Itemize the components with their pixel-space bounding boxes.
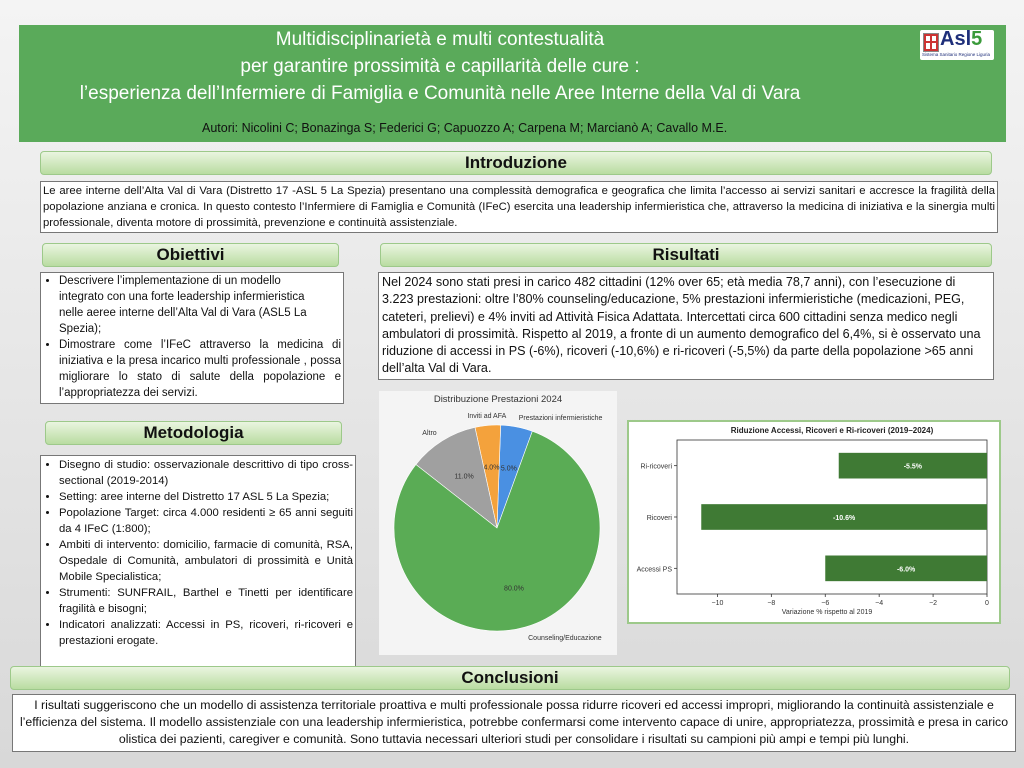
logo-text: Asl5	[940, 28, 983, 50]
obiettivi-item: • Dimostrare come l’IFeC attraverso la medicina di iniziativa e la presa incarico multi professionale , possa migliorare lo stato di salute della popolazione e l’appropriatezza dei servizi.	[59, 337, 341, 401]
risultati-text: Nel 2024 sono stati presi in carico 482 cittadini (12% over 65; età media 78,7 anni), con l’esecuzione di 3.223 prestazioni: oltre l’80% counseling/educazione, 5% prestazioni infermieristiche (medicazioni, PEG, cateteri, prelievi) e 4% inviti ad Attività Fisica Adattata. Intercettati circa 600 cittadini senza medico negli ambulatori di prossimità. Rispetto al 2019, a fronte di un aumento demografico del 6,4%, si è osservato una riduzione di accessi in PS (-6%), ricoveri (-10,6%) e ri-ricoveri (-5,5%) da parte della popolazione >65 anni dell’alta Val di Vara.	[378, 272, 994, 380]
pie-chart	[379, 391, 617, 655]
metodologia-box	[40, 455, 356, 669]
header-banner	[19, 25, 1006, 142]
pie-chart-panel	[379, 391, 617, 655]
asl5-logo	[920, 30, 994, 60]
y-tick-label: Ri-ricoveri	[640, 463, 672, 471]
conclusioni-heading: Conclusioni	[10, 666, 1010, 690]
title-line-2: per garantire prossimità e capillarità delle cure :	[240, 56, 640, 77]
title-line-3: l’esperienza dell’Infermiere di Famiglia e Comunità nelle Aree Interne della Val di Vara	[79, 83, 801, 104]
pie-value-label: 11.0%	[454, 473, 474, 481]
pie-value-label: 80.0%	[504, 585, 524, 593]
bar-chart	[629, 422, 995, 618]
x-tick-label: 0	[985, 600, 989, 607]
pie-category-label: Altro	[422, 430, 437, 438]
bar-value-label: -5.5%	[903, 463, 923, 471]
y-tick-label: Ricoveri	[646, 515, 672, 522]
metodologia-heading: Metodologia	[45, 421, 342, 445]
introduzione-heading: Introduzione	[40, 151, 992, 175]
bar-title: Riduzione Accessi, Ricoveri e Ri-ricoveri (2019–2024)	[730, 426, 934, 435]
x-axis-label: Variazione % rispetto al 2019	[781, 609, 873, 616]
bar-value-label: -10.6%	[833, 515, 856, 522]
x-tick-label: −8	[767, 600, 776, 607]
pie-category-label: Counseling/Educazione	[528, 634, 602, 642]
pie-category-label: Prestazioni infermieristiche	[518, 414, 603, 422]
metodologia-item: • Strumenti: SUNFRAIL, Barthel e Tinetti per identificare fragilità e bisogni;	[59, 585, 353, 617]
metodologia-item: • Popolazione Target: circa 4.000 residenti ≥ 65 anni seguiti da 4 IFeC (1:800);	[59, 505, 353, 537]
y-tick-label: Accessi PS	[636, 566, 672, 574]
obiettivi-heading: Obiettivi	[42, 243, 339, 267]
metodologia-item: • Disegno di studio: osservazionale descrittivo di tipo cross-sectional (2019-2014)	[59, 457, 353, 489]
liguria-shield-icon	[923, 33, 939, 52]
x-tick-label: −4	[875, 600, 884, 607]
risultati-heading: Risultati	[380, 243, 992, 267]
introduzione-text: Le aree interne dell’Alta Val di Vara (Distretto 17 -ASL 5 La Spezia) presentano una complessità demografica e geografica che limita l’accesso ai servizi sanitari e accresce la fragilità della popolazione anziana e cronica. In questo contesto l’Infermiere di Famiglia e Comunità (IFeC) esercita una leadership infermieristica che, attraverso la medicina di iniziativa e la sinergia multi professionale, diventa motore di prossimità, prevenzione e continuità assistenziale.	[40, 181, 998, 233]
pie-value-label: 5.0%	[500, 465, 517, 473]
title-line-1: Multidisciplinarietà e multi contestualità	[275, 29, 605, 50]
logo-subtitle: Sistema Sanitario Regione Liguria	[922, 52, 991, 57]
conclusioni-text: I risultati suggeriscono che un modello di assistenza territoriale proattiva e multi professionale possa ridurre ricoveri ed accessi impropri, migliorando la continuità assistenziale e l’efficienza del sistema. Il modello assistenziale con una leadership infermieristica, potrebbe confermarsi come intervento capace di unire, appropriatezza, prossimità e presa in carico olistica dei pazienti, caregiver e comunità. Sono tuttavia necessari ulteriori studi per consolidare i risultati su campioni più ampi e tempi più lunghi.	[12, 694, 1016, 752]
metodologia-item: • Indicatori analizzati: Accessi in PS, ricoveri, ri-ricoveri e prestazioni erogate.	[59, 617, 353, 649]
pie-category-label: Inviti ad AFA	[467, 413, 507, 421]
metodologia-item: • Setting: aree interne del Distretto 17 ASL 5 La Spezia;	[59, 489, 353, 505]
x-tick-label: −2	[929, 600, 938, 607]
metodologia-item: • Ambiti di intervento: domicilio, farmacie di comunità, RSA, Ospedale di Comunità, ambulatori di prossimità e Unità Mobile Specialistica;	[59, 537, 353, 585]
pie-value-label: 4.0%	[483, 464, 500, 472]
bar-chart-panel	[627, 420, 1001, 624]
obiettivi-box	[40, 272, 344, 404]
authors: Autori: Nicolini C; Bonazinga S; Federici G; Capuozzo A; Carpena M; Marcianò A; Cavallo M.E.	[202, 121, 728, 135]
pie-title: Distribuzione Prestazioni 2024	[433, 394, 563, 405]
obiettivi-item: • Descrivere l’implementazione di un modello integrato con una forte leadership infermieristica nelle aeree interne dell’Alta Val di Vara (ASL5 La Spezia);	[59, 273, 341, 337]
x-tick-label: −10	[711, 600, 724, 607]
bar-value-label: -6.0%	[896, 566, 916, 574]
x-tick-label: −6	[821, 600, 830, 607]
